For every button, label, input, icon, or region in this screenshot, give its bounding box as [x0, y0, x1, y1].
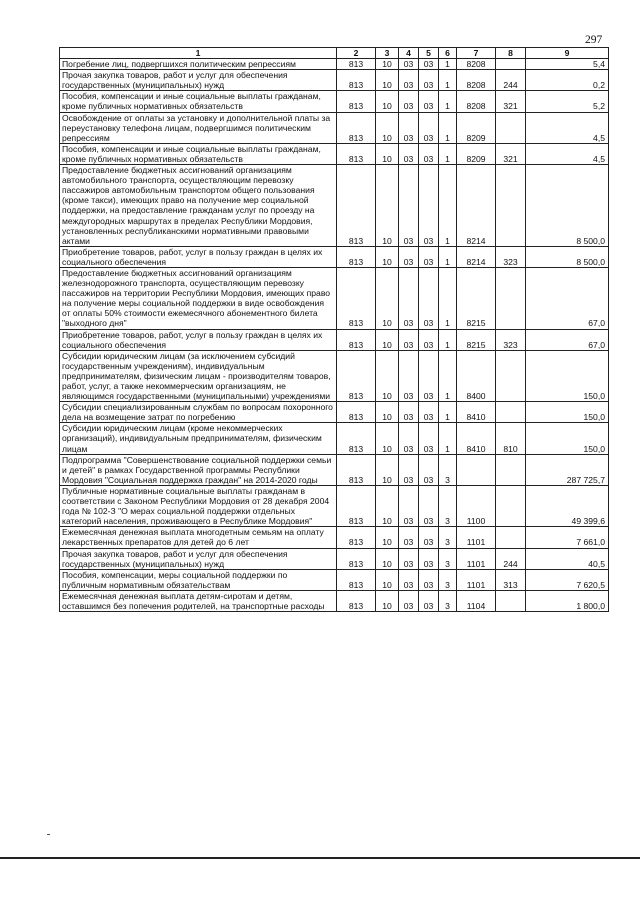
code-cell: 10 [376, 402, 399, 423]
code-cell: 03 [419, 267, 439, 329]
amount-cell: 67,0 [526, 329, 609, 350]
column-header: 1 [60, 48, 337, 59]
code-cell: 10 [376, 70, 399, 91]
code-cell: 03 [399, 91, 419, 112]
code-cell: 1101 [457, 569, 496, 590]
code-cell: 03 [399, 485, 419, 526]
code-cell: 10 [376, 246, 399, 267]
code-cell: 03 [419, 112, 439, 143]
column-header: 3 [376, 48, 399, 59]
code-cell: 8208 [457, 91, 496, 112]
code-cell: 1 [439, 329, 457, 350]
code-cell: 03 [399, 267, 419, 329]
code-cell: 10 [376, 590, 399, 611]
code-cell: 10 [376, 59, 399, 70]
code-cell: 3 [439, 527, 457, 548]
code-cell: 03 [399, 165, 419, 247]
code-cell: 1 [439, 423, 457, 454]
code-cell: 810 [496, 423, 526, 454]
code-cell: 03 [399, 143, 419, 164]
code-cell: 8215 [457, 267, 496, 329]
code-cell: 1104 [457, 590, 496, 611]
code-cell: 03 [419, 165, 439, 247]
code-cell: 10 [376, 423, 399, 454]
code-cell: 813 [337, 91, 376, 112]
code-cell: 1100 [457, 485, 496, 526]
code-cell: 10 [376, 91, 399, 112]
amount-cell: 67,0 [526, 267, 609, 329]
code-cell: 1 [439, 59, 457, 70]
code-cell: 03 [419, 70, 439, 91]
code-cell: 03 [419, 350, 439, 401]
code-cell: 1101 [457, 548, 496, 569]
table-body [60, 59, 609, 612]
code-cell: 03 [399, 548, 419, 569]
code-cell: 813 [337, 527, 376, 548]
code-cell: 8410 [457, 402, 496, 423]
code-cell: 321 [496, 91, 526, 112]
code-cell: 813 [337, 59, 376, 70]
table-row [60, 246, 609, 267]
code-cell: 03 [419, 423, 439, 454]
code-cell: 03 [419, 548, 439, 569]
code-cell: 8209 [457, 112, 496, 143]
amount-cell: 287 725,7 [526, 454, 609, 485]
expense-name: Ежемесячная денежная выплата детям-сиротам и детям, оставшимся без попечения родителей, на транспортные расходы [60, 590, 337, 611]
table-row [60, 569, 609, 590]
code-cell [496, 402, 526, 423]
code-cell [496, 527, 526, 548]
amount-cell: 49 399,6 [526, 485, 609, 526]
table-row [60, 454, 609, 485]
expense-name: Пособия, компенсации и иные социальные выплаты гражданам, кроме публичных нормативных обязательств [60, 91, 337, 112]
code-cell [457, 454, 496, 485]
code-cell: 244 [496, 70, 526, 91]
column-header-row [60, 48, 609, 59]
code-cell: 1 [439, 143, 457, 164]
code-cell: 8208 [457, 59, 496, 70]
amount-cell: 5,2 [526, 91, 609, 112]
expense-name: Погребение лиц, подвергшихся политическим репрессиям [60, 59, 337, 70]
code-cell: 03 [419, 246, 439, 267]
amount-cell: 1 800,0 [526, 590, 609, 611]
expense-name: Предоставление бюджетных ассигнований организациям автомобильного транспорта, осуществляющим перевозку пассажиров автомобильным транспортом общего пользования (кроме такси), имеющих право на получение мер социальной поддержки, на предоставление гражданам услуг по проезду на междугородных маршрутах в пределах Республики Мордовия, установленных республиканскими нормативными правовыми актами [60, 165, 337, 247]
table-row [60, 165, 609, 247]
code-cell: 10 [376, 267, 399, 329]
amount-cell: 8 500,0 [526, 246, 609, 267]
code-cell: 3 [439, 485, 457, 526]
expense-name: Освобождение от оплаты за установку и дополнительной платы за переустановку телефона лицам, подвергшимся политическим репрессиям [60, 112, 337, 143]
table-row [60, 91, 609, 112]
code-cell: 321 [496, 143, 526, 164]
expense-name: Подпрограмма "Совершенствование социальной поддержки семьи и детей" в рамках Государственной программы Республики Мордовия "Социальная поддержка граждан" на 2014-2020 годы [60, 454, 337, 485]
code-cell: 03 [399, 112, 419, 143]
code-cell [496, 267, 526, 329]
code-cell [496, 350, 526, 401]
code-cell: 813 [337, 454, 376, 485]
table-row [60, 527, 609, 548]
code-cell: 03 [419, 59, 439, 70]
code-cell: 03 [419, 590, 439, 611]
table-row [60, 143, 609, 164]
amount-cell: 4,5 [526, 143, 609, 164]
code-cell [496, 165, 526, 247]
budget-table [59, 47, 609, 612]
code-cell: 323 [496, 246, 526, 267]
code-cell: 03 [419, 527, 439, 548]
code-cell: 1 [439, 112, 457, 143]
code-cell: 3 [439, 590, 457, 611]
table-row [60, 112, 609, 143]
code-cell: 8400 [457, 350, 496, 401]
table-row [60, 350, 609, 401]
code-cell: 03 [399, 59, 419, 70]
table-row [60, 548, 609, 569]
code-cell: 03 [419, 402, 439, 423]
code-cell: 03 [399, 423, 419, 454]
code-cell: 10 [376, 485, 399, 526]
expense-name: Субсидии специализированным службам по вопросам похоронного дела на возмещение затрат по погребению [60, 402, 337, 423]
expense-name: Пособия, компенсации и иные социальные выплаты гражданам, кроме публичных нормативных обязательств [60, 143, 337, 164]
code-cell: 03 [419, 569, 439, 590]
code-cell: 813 [337, 485, 376, 526]
code-cell: 03 [399, 246, 419, 267]
column-header: 9 [526, 48, 609, 59]
code-cell: 8410 [457, 423, 496, 454]
code-cell: 3 [439, 548, 457, 569]
amount-cell: 7 620,5 [526, 569, 609, 590]
code-cell: 10 [376, 112, 399, 143]
column-header: 8 [496, 48, 526, 59]
code-cell: 10 [376, 329, 399, 350]
amount-cell: 150,0 [526, 350, 609, 401]
code-cell: 03 [399, 350, 419, 401]
column-header: 6 [439, 48, 457, 59]
code-cell: 03 [399, 590, 419, 611]
amount-cell: 150,0 [526, 402, 609, 423]
code-cell: 313 [496, 569, 526, 590]
amount-cell: 0,2 [526, 70, 609, 91]
code-cell: 03 [419, 143, 439, 164]
footer-rule [0, 857, 640, 859]
column-header: 5 [419, 48, 439, 59]
code-cell: 813 [337, 590, 376, 611]
code-cell: 813 [337, 112, 376, 143]
code-cell: 10 [376, 548, 399, 569]
code-cell: 1 [439, 91, 457, 112]
code-cell [496, 59, 526, 70]
code-cell: 1 [439, 246, 457, 267]
code-cell: 813 [337, 423, 376, 454]
code-cell: 8208 [457, 70, 496, 91]
code-cell: 1 [439, 350, 457, 401]
code-cell: 8214 [457, 165, 496, 247]
code-cell: 813 [337, 267, 376, 329]
code-cell: 813 [337, 165, 376, 247]
code-cell: 03 [419, 91, 439, 112]
code-cell: 244 [496, 548, 526, 569]
code-cell: 8215 [457, 329, 496, 350]
expense-name: Субсидии юридическим лицам (кроме некоммерческих организаций), индивидуальным предпринимателям, физическим лицам [60, 423, 337, 454]
code-cell: 813 [337, 70, 376, 91]
code-cell [496, 112, 526, 143]
expense-name: Предоставление бюджетных ассигнований организациям железнодорожного транспорта, осуществляющим перевозку пассажиров на территории Республики Мордовия, имеющих право на получение меры социальной поддержки в виде освобождения от оплаты 50% стоимости ежемесячного абонементного билета "выходного дня" [60, 267, 337, 329]
table-row [60, 70, 609, 91]
expense-name: Публичные нормативные социальные выплаты гражданам в соответствии с Законом Республики Мордовия от 28 декабря 2004 года № 102-З "О мерах социальной поддержки отдельных категорий населения, проживающего в Республике Мордовия" [60, 485, 337, 526]
amount-cell: 150,0 [526, 423, 609, 454]
expense-name: Прочая закупка товаров, работ и услуг для обеспечения государственных (муниципальных) нужд [60, 548, 337, 569]
column-header: 2 [337, 48, 376, 59]
code-cell: 1 [439, 165, 457, 247]
table-row [60, 59, 609, 70]
code-cell: 1 [439, 402, 457, 423]
code-cell: 813 [337, 350, 376, 401]
table-row [60, 329, 609, 350]
code-cell: 1 [439, 70, 457, 91]
code-cell: 03 [399, 569, 419, 590]
code-cell: 03 [399, 454, 419, 485]
table-row [60, 402, 609, 423]
amount-cell: 7 661,0 [526, 527, 609, 548]
column-header: 4 [399, 48, 419, 59]
scan-mark [47, 834, 50, 835]
code-cell: 03 [419, 485, 439, 526]
code-cell: 10 [376, 569, 399, 590]
amount-cell: 4,5 [526, 112, 609, 143]
table-row [60, 590, 609, 611]
expense-name: Прочая закупка товаров, работ и услуг для обеспечения государственных (муниципальных) нужд [60, 70, 337, 91]
code-cell: 03 [399, 402, 419, 423]
code-cell: 813 [337, 402, 376, 423]
expense-name: Приобретение товаров, работ, услуг в пользу граждан в целях их социального обеспечения [60, 246, 337, 267]
code-cell: 03 [399, 527, 419, 548]
table-row [60, 267, 609, 329]
page-number: 297 [585, 34, 603, 46]
code-cell: 10 [376, 350, 399, 401]
code-cell: 10 [376, 527, 399, 548]
expense-name: Пособия, компенсации, меры социальной поддержки по публичным нормативным обязательствам [60, 569, 337, 590]
code-cell: 03 [399, 70, 419, 91]
expense-name: Субсидии юридическим лицам (за исключением субсидий государственным учреждениям), индивидуальным предпринимателям, физическим лицам - производителям товаров, работ, услуг, а также некоммерческим организациям, не являющимся государственными (муниципальными) учреждениями [60, 350, 337, 401]
code-cell: 03 [419, 329, 439, 350]
code-cell [496, 454, 526, 485]
code-cell: 3 [439, 454, 457, 485]
code-cell [496, 485, 526, 526]
code-cell: 813 [337, 143, 376, 164]
expense-name: Приобретение товаров, работ, услуг в пользу граждан в целях их социального обеспечения [60, 329, 337, 350]
code-cell: 813 [337, 246, 376, 267]
expense-name: Ежемесячная денежная выплата многодетным семьям на оплату лекарственных препаратов для детей до 6 лет [60, 527, 337, 548]
column-header: 7 [457, 48, 496, 59]
code-cell: 1101 [457, 527, 496, 548]
amount-cell: 5,4 [526, 59, 609, 70]
code-cell: 10 [376, 454, 399, 485]
amount-cell: 8 500,0 [526, 165, 609, 247]
code-cell: 03 [399, 329, 419, 350]
code-cell: 8214 [457, 246, 496, 267]
code-cell: 8209 [457, 143, 496, 164]
code-cell: 10 [376, 143, 399, 164]
table-row [60, 485, 609, 526]
code-cell: 3 [439, 569, 457, 590]
table-row [60, 423, 609, 454]
code-cell [496, 590, 526, 611]
code-cell: 10 [376, 165, 399, 247]
code-cell: 813 [337, 548, 376, 569]
code-cell: 813 [337, 329, 376, 350]
code-cell: 03 [419, 454, 439, 485]
code-cell: 323 [496, 329, 526, 350]
amount-cell: 40,5 [526, 548, 609, 569]
code-cell: 813 [337, 569, 376, 590]
code-cell: 1 [439, 267, 457, 329]
